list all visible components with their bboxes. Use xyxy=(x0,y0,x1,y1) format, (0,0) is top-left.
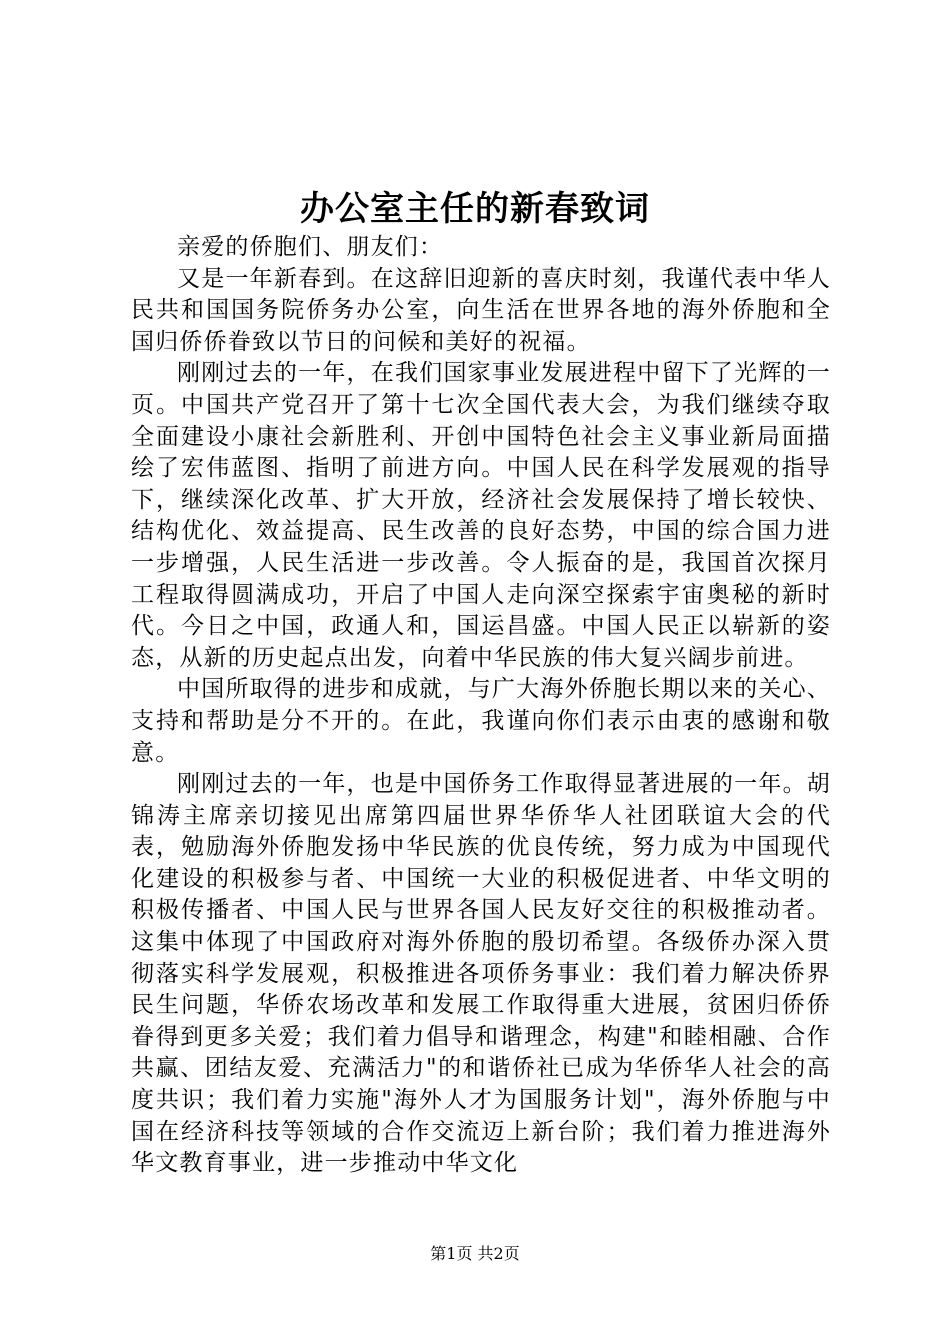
document-title: 办公室主任的新春致词 xyxy=(300,189,650,229)
page-number-footer: 第1页 共2页 xyxy=(430,1244,520,1263)
paragraph: 刚刚过去的一年，在我们国家事业发展进程中留下了光辉的一页。中国共产党召开了第十七次全国代表大会，为我们继续夺取全面建设小康社会新胜利、开创中国特色社会主义事业新局面描绘了宏伟蓝图、指明了前进方向。中国人民在科学发展观的指导下，继续深化改革、扩大开放，经济社会发展保持了增长较快、结构优化、效益提高、民生改善的良好态势，中国的综合国力进一步增强，人民生活进一步改善。令人振奋的是，我国首次探月工程取得圆满成功，开启了中国人走向深空探索宇宙奥秘的新时代。今日之中国，政通人和，国运昌盛。中国人民正以崭新的姿态，从新的历史起点出发，向着中华民族的伟大复兴阔步前进。 xyxy=(131,360,831,671)
document-body xyxy=(131,232,831,1180)
paragraph: 刚刚过去的一年，也是中国侨务工作取得显著进展的一年。胡锦涛主席亲切接见出席第四届世界华侨华人社团联谊大会的代表，勉励海外侨胞发扬中华民族的优良传统，努力成为中国现代化建设的积极参与者、中国统一大业的积极促进者、中华文明的积极传播者、中国人民与世界各国人民友好交往的积极推动者。这集中体现了中国政府对海外侨胞的殷切希望。各级侨办深入贯彻落实科学发展观，积极推进各项侨务事业：我们着力解决侨界民生问题，华侨农场改革和发展工作取得重大进展，贫困归侨侨眷得到更多关爱；我们着力倡导和谐理念，构建"和睦相融、合作共赢、团结友爱、充满活力"的和谐侨社已成为华侨华人社会的高度共识；我们着力实施"海外人才为国服务计划"，海外侨胞与中国在经济科技等领域的合作交流迈上新台阶；我们着力推进海外华文教育事业，进一步推动中华文化 xyxy=(131,771,831,1177)
paragraph: 中国所取得的进步和成就，与广大海外侨胞长期以来的关心、支持和帮助是分不开的。在此，我谨向你们表示由衷的感谢和敬意。 xyxy=(131,676,831,766)
paragraph-greeting: 亲爱的侨胞们、朋友们： xyxy=(177,234,444,260)
paragraph: 又是一年新春到。在这辞旧迎新的喜庆时刻，我谨代表中华人民共和国国务院侨务办公室，向生活在世界各地的海外侨胞和全国归侨侨眷致以节日的问候和美好的祝福。 xyxy=(131,265,831,355)
